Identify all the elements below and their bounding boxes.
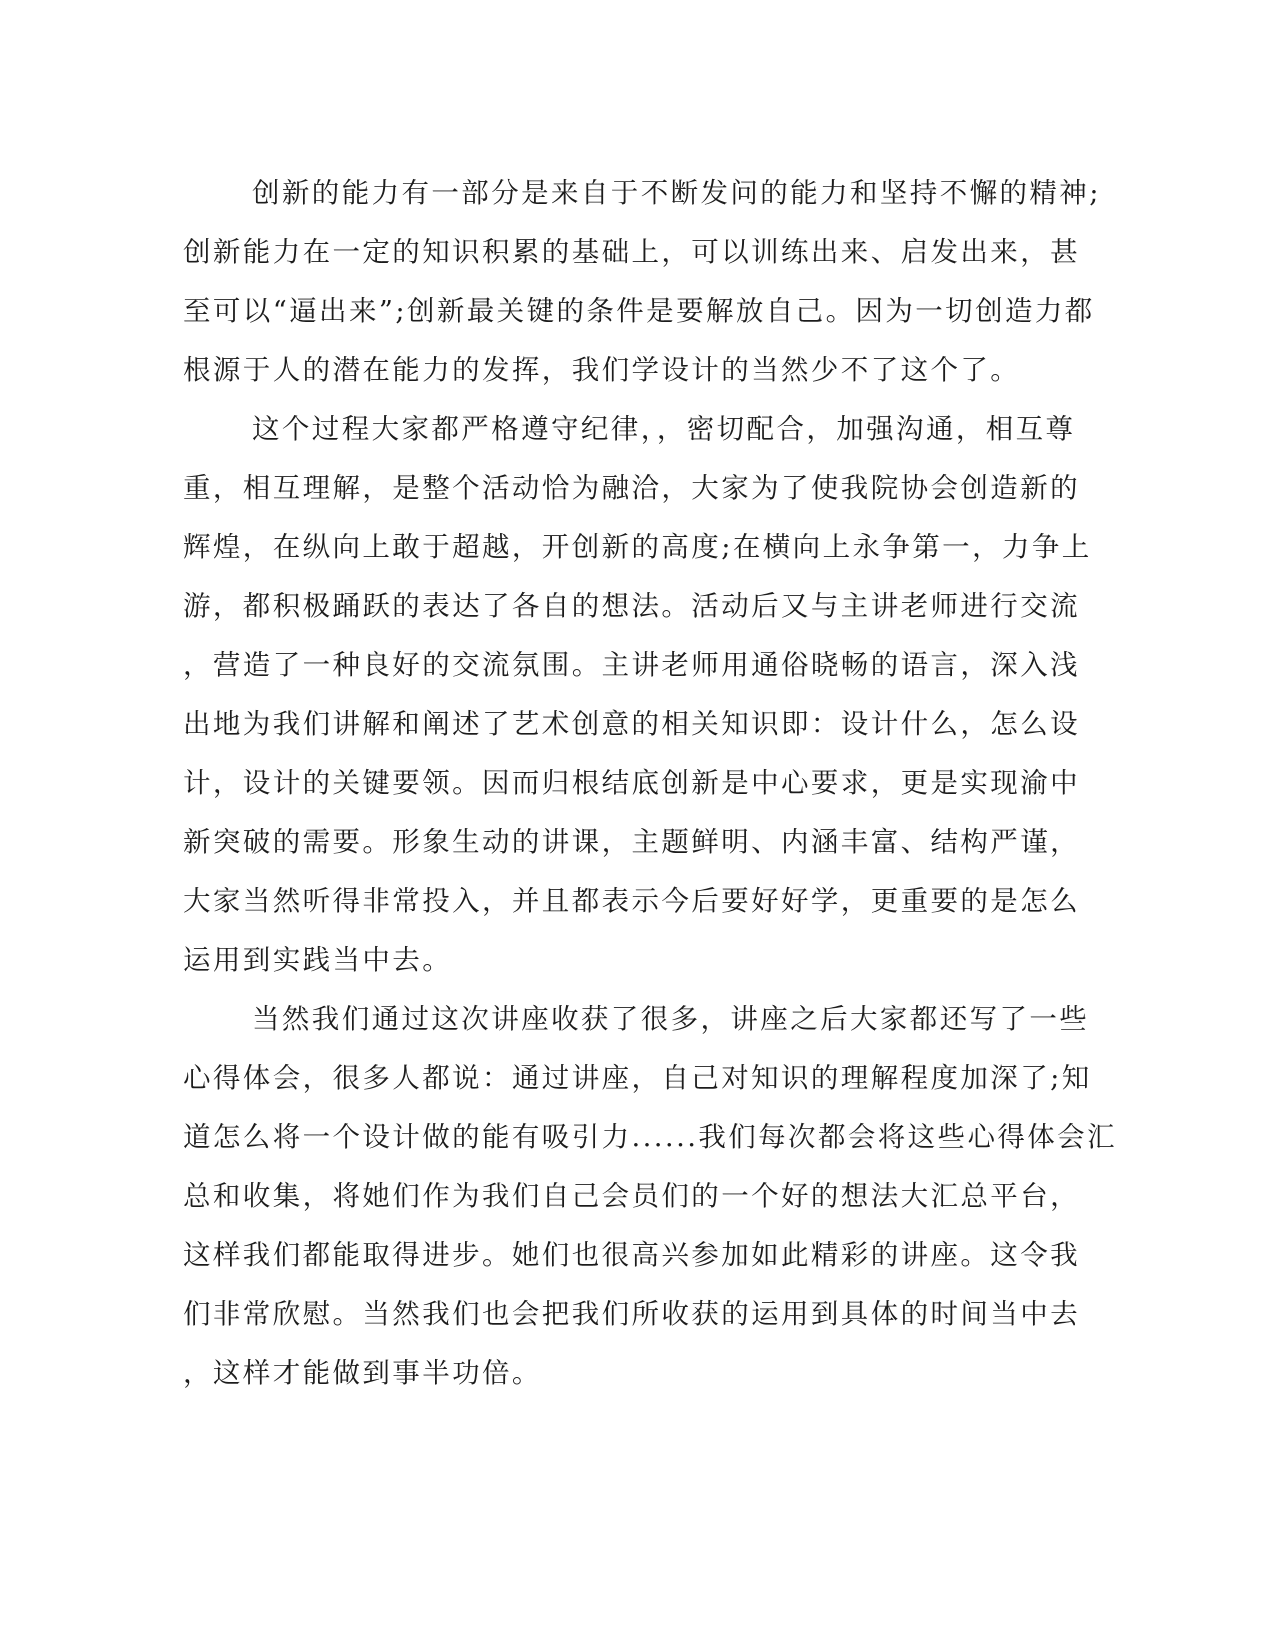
document-body: [183, 164, 1117, 1403]
text-line: 新突破的需要。形象生动的讲课，主题鲜明、内涵丰富、结构严谨，: [183, 826, 1080, 858]
text-line: ，这样才能做到事半功倍。: [183, 1357, 542, 1389]
text-line: 计，设计的关键要领。因而归根结底创新是中心要求，更是实现渝中: [183, 767, 1080, 799]
text-line: ，营造了一种良好的交流氛围。主讲老师用通俗晓畅的语言，深入浅: [183, 649, 1080, 681]
text-line: 们非常欣慰。当然我们也会把我们所收获的运用到具体的时间当中去: [183, 1298, 1080, 1330]
paragraph-1: [183, 164, 1101, 400]
text-line: 至可以“逼出来”;创新最关键的条件是要解放自己。因为一切创造力都: [183, 295, 1095, 327]
text-line: 道怎么将一个设计做的能有吸引力......我们每次都会将这些心得体会汇: [183, 1121, 1117, 1153]
text-line: 这个过程大家都严格遵守纪律，，密切配合，加强沟通，相互尊: [252, 413, 1076, 445]
text-line: 运用到实践当中去。: [183, 944, 453, 976]
text-line: 根源于人的潜在能力的发挥，我们学设计的当然少不了这个了。: [183, 354, 1021, 386]
text-line: 重，相互理解，是整个活动恰为融洽，大家为了使我院协会创造新的: [183, 472, 1080, 504]
paragraph-2: [183, 400, 1092, 990]
text-line: 创新的能力有一部分是来自于不断发问的能力和坚持不懈的精神;: [252, 177, 1101, 209]
text-line: 辉煌，在纵向上敢于超越，开创新的高度;在横向上永争第一，力争上: [183, 531, 1092, 563]
paragraph-3: [183, 990, 1117, 1403]
text-line: 游，都积极踊跃的表达了各自的想法。活动后又与主讲老师进行交流: [183, 590, 1080, 622]
text-line: 这样我们都能取得进步。她们也很高兴参加如此精彩的讲座。这令我: [183, 1239, 1080, 1271]
text-line: 当然我们通过这次讲座收获了很多，讲座之后大家都还写了一些: [252, 1003, 1090, 1035]
text-line: 创新能力在一定的知识积累的基础上，可以训练出来、启发出来，甚: [183, 236, 1080, 268]
text-line: 总和收集，将她们作为我们自己会员们的一个好的想法大汇总平台，: [183, 1180, 1080, 1212]
text-line: 心得体会，很多人都说：通过讲座，自己对知识的理解程度加深了;知: [183, 1062, 1092, 1094]
text-line: 出地为我们讲解和阐述了艺术创意的相关知识即：设计什么，怎么设: [183, 708, 1080, 740]
text-line: 大家当然听得非常投入，并且都表示今后要好好学，更重要的是怎么: [183, 885, 1080, 917]
